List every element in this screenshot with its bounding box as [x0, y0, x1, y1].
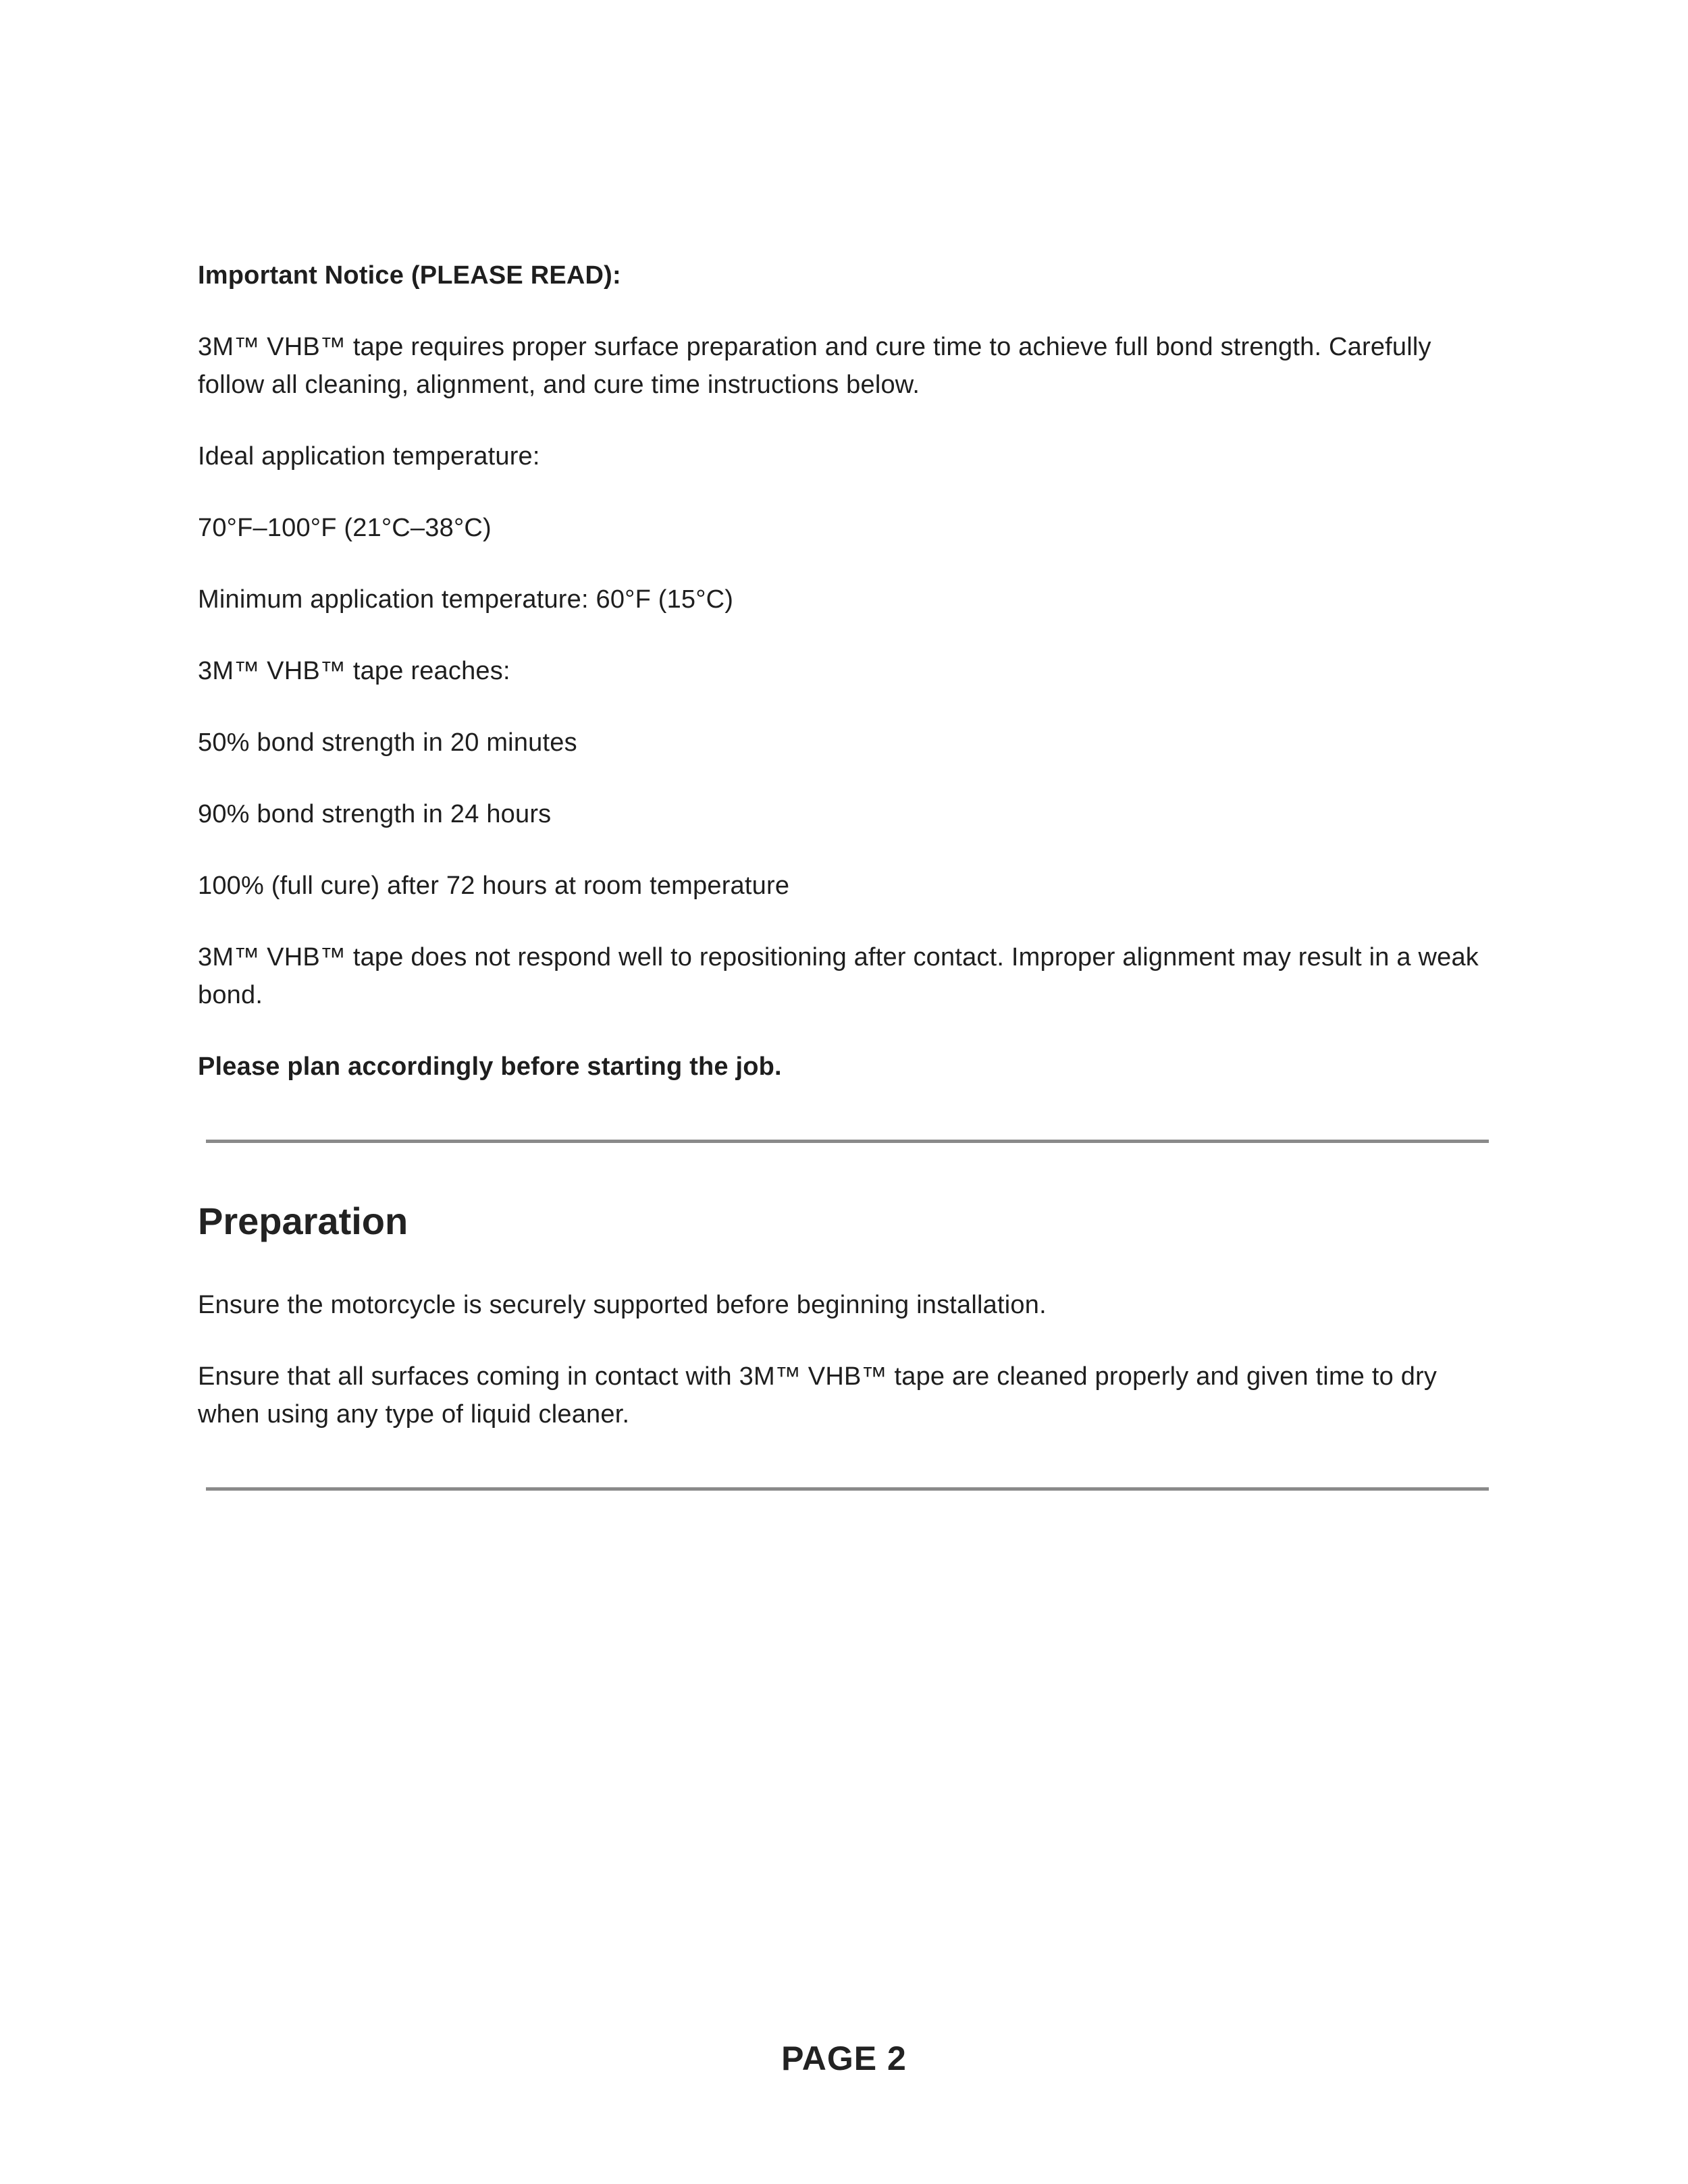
notice-intro: 3M™ VHB™ tape requires proper surface preparation and cure time to achieve full bond strength. Carefully follow all cleaning, alignment, and cure time instructions below. — [198, 333, 1431, 399]
min-temp: Minimum application temperature: 60°F (15°C) — [198, 585, 734, 614]
page-number: PAGE 2 — [781, 2040, 907, 2077]
prep-item-clean: Ensure that all surfaces coming in contact with 3M™ VHB™ tape are cleaned properly and given time to dry when using any type of liquid cleaner. — [198, 1362, 1438, 1429]
section-divider — [206, 1140, 1489, 1143]
page-content — [198, 257, 1494, 1496]
notice-title: Important Notice (PLEASE READ): — [198, 261, 621, 290]
reaches-label: 3M™ VHB™ tape reaches: — [198, 657, 510, 685]
section-divider — [206, 1487, 1489, 1491]
cure-step-100: 100% (full cure) after 72 hours at room temperature — [198, 872, 790, 900]
reposition-warning: 3M™ VHB™ tape does not respond well to repositioning after contact. Improper alignment may result in a weak bond. — [198, 943, 1479, 1009]
plan-note: Please plan accordingly before starting the job. — [198, 1053, 782, 1081]
preparation-heading: Preparation — [198, 1200, 408, 1242]
cure-step-50: 50% bond strength in 20 minutes — [198, 728, 577, 757]
prep-item-support: Ensure the motorcycle is securely supported before beginning installation. — [198, 1291, 1047, 1319]
ideal-temp-label: Ideal application temperature: — [198, 442, 540, 471]
ideal-temp-value: 70°F–100°F (21°C–38°C) — [198, 514, 492, 542]
cure-step-90: 90% bond strength in 24 hours — [198, 800, 552, 828]
